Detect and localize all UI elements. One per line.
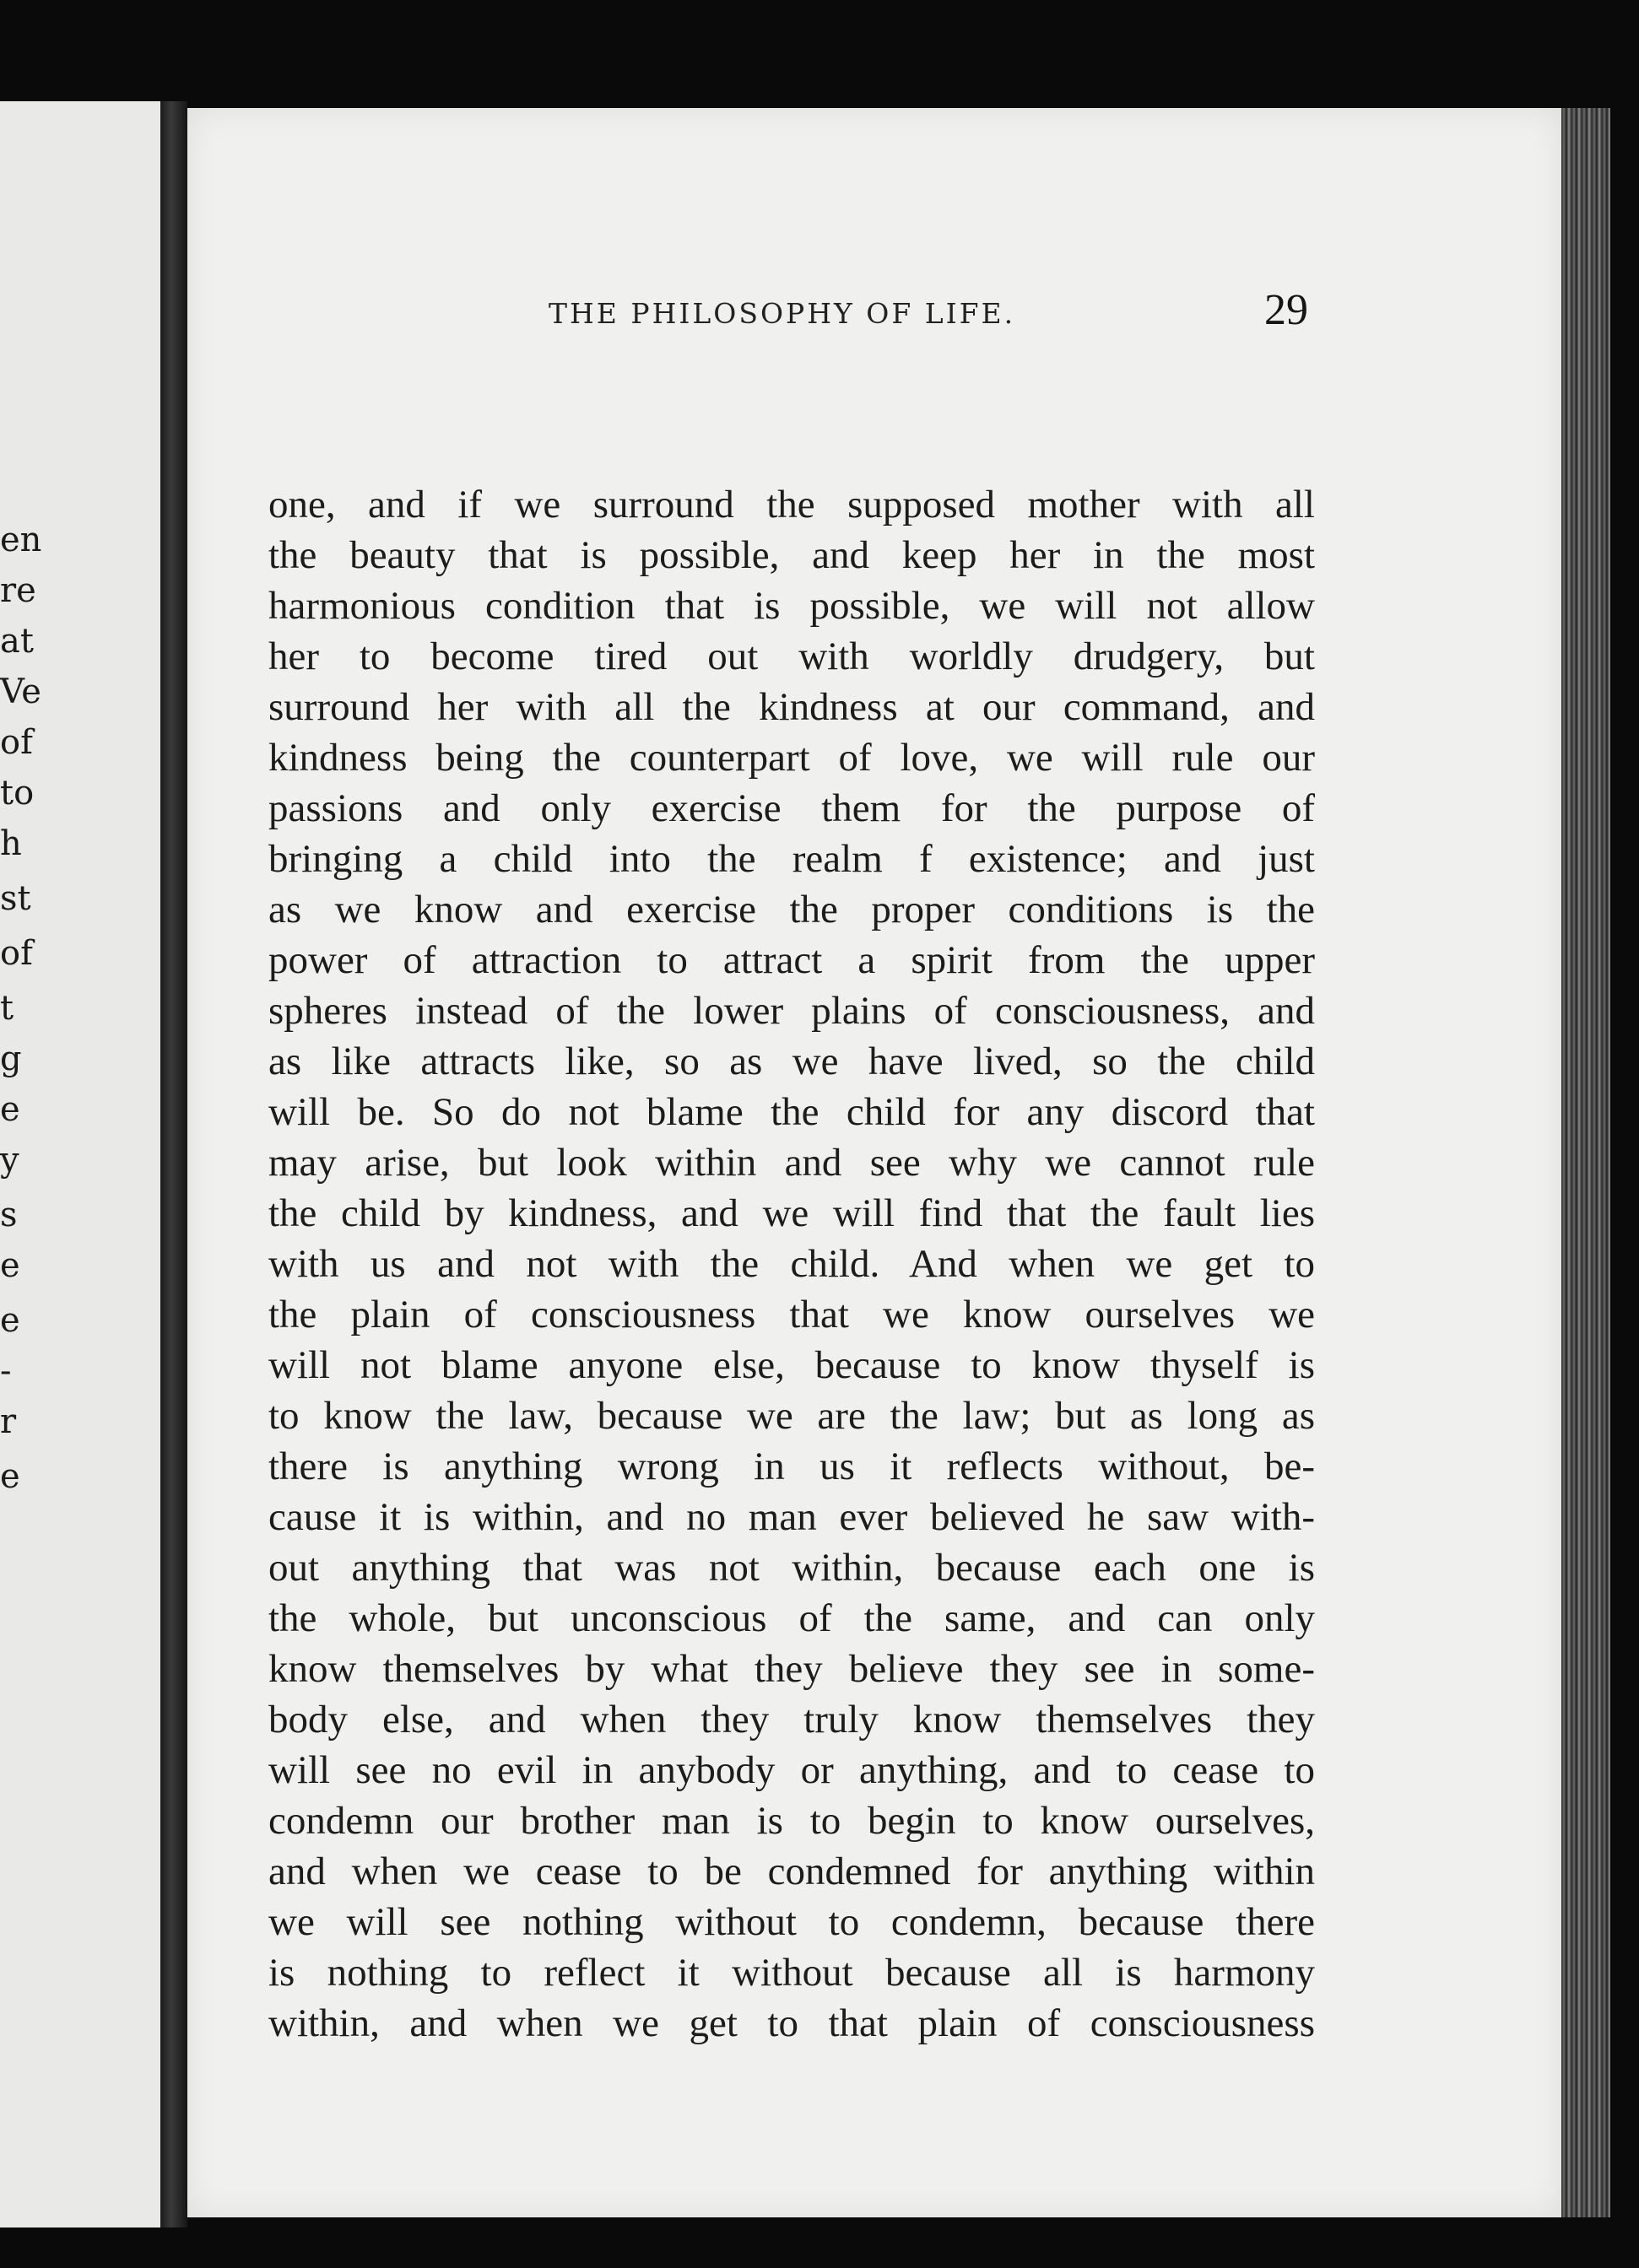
text-line: out anything that was not within, because each one is (268, 1546, 1315, 1590)
text-line: power of attraction to attract a spirit from the upper (268, 938, 1315, 982)
text-line: the child by kindness, and we will find that the fault lies (268, 1191, 1315, 1235)
text-line: as we know and exercise the proper conditions is the (268, 888, 1315, 932)
previous-page-fragment: r (0, 1402, 17, 1441)
text-line: as like attracts like, so as we have lived, so the child (268, 1040, 1315, 1083)
previous-page-fragment: to (0, 774, 35, 813)
previous-page-fragment: at (0, 622, 34, 661)
previous-page-fragment: st (0, 879, 31, 918)
text-line: with us and not with the child. And when we get to (268, 1242, 1315, 1286)
text-line: the beauty that is possible, and keep her in the most (268, 533, 1315, 577)
page-header (354, 278, 1317, 354)
text-line: to know the law, because we are the law; but as long as (268, 1394, 1315, 1438)
text-line: within, and when we get to that plain of consciousness (268, 2001, 1315, 2045)
previous-page-fragment: e (0, 1457, 20, 1496)
text-line: the whole, but unconscious of the same, and can only (268, 1596, 1315, 1640)
text-line: there is anything wrong in us it reflects without, be- (268, 1444, 1315, 1488)
previous-page-fragment: y (0, 1141, 19, 1180)
text-line: harmonious condition that is possible, we will not allow (268, 584, 1315, 628)
text-line: spheres instead of the lower plains of consciousness, and (268, 989, 1315, 1033)
previous-page-fragment: re (0, 571, 36, 610)
body-text (268, 479, 1315, 2049)
text-line: is nothing to reflect it without because all is harmony (268, 1951, 1315, 1995)
previous-page-fragment: e (0, 1301, 20, 1340)
previous-page-fragment: h (0, 824, 22, 863)
text-line: may arise, but look within and see why we cannot rule (268, 1141, 1315, 1185)
text-line: bringing a child into the realm f existence; and just (268, 837, 1315, 881)
text-line: and when we cease to be condemned for anything within (268, 1850, 1315, 1893)
previous-page-fragment: e (0, 1090, 20, 1129)
text-line: know themselves by what they believe they see in some- (268, 1647, 1315, 1691)
previous-page-edge (0, 101, 160, 2228)
text-line: will see no evil in anybody or anything, and to cease to (268, 1748, 1315, 1792)
previous-page-fragment: - (0, 1352, 12, 1390)
previous-page-fragment: s (0, 1196, 18, 1234)
text-line: will not blame anyone else, because to know thyself is (268, 1343, 1315, 1387)
text-line: the plain of consciousness that we know ourselves we (268, 1293, 1315, 1336)
text-line: kindness being the counterpart of love, we will rule our (268, 736, 1315, 780)
previous-page-fragment: Ve (0, 672, 41, 711)
text-line: one, and if we surround the supposed mother with all (268, 483, 1315, 526)
book-gutter (160, 101, 187, 2228)
page-number: 29 (1264, 286, 1308, 334)
previous-page-fragment: of (0, 723, 33, 762)
text-line: will be. So do not blame the child for any discord that (268, 1090, 1315, 1134)
text-line: cause it is within, and no man ever believed he saw with- (268, 1495, 1315, 1539)
previous-page-fragment: of (0, 934, 33, 973)
text-line: her to become tired out with worldly drudgery, but (268, 634, 1315, 678)
running-title: THE PHILOSOPHY OF LIFE. (549, 297, 1016, 330)
text-line: body else, and when they truly know themselves they (268, 1698, 1315, 1742)
text-line: condemn our brother man is to begin to know ourselves, (268, 1799, 1315, 1843)
previous-page-fragment: e (0, 1246, 20, 1285)
previous-page-fragment: g (0, 1040, 22, 1078)
previous-page-fragment: en (0, 521, 42, 559)
page-stack-edge (1561, 108, 1610, 2217)
text-line: surround her with all the kindness at our command, and (268, 685, 1315, 729)
text-line: we will see nothing without to condemn, because there (268, 1900, 1315, 1944)
previous-page-fragment: t (0, 989, 14, 1028)
text-line: passions and only exercise them for the purpose of (268, 786, 1315, 830)
